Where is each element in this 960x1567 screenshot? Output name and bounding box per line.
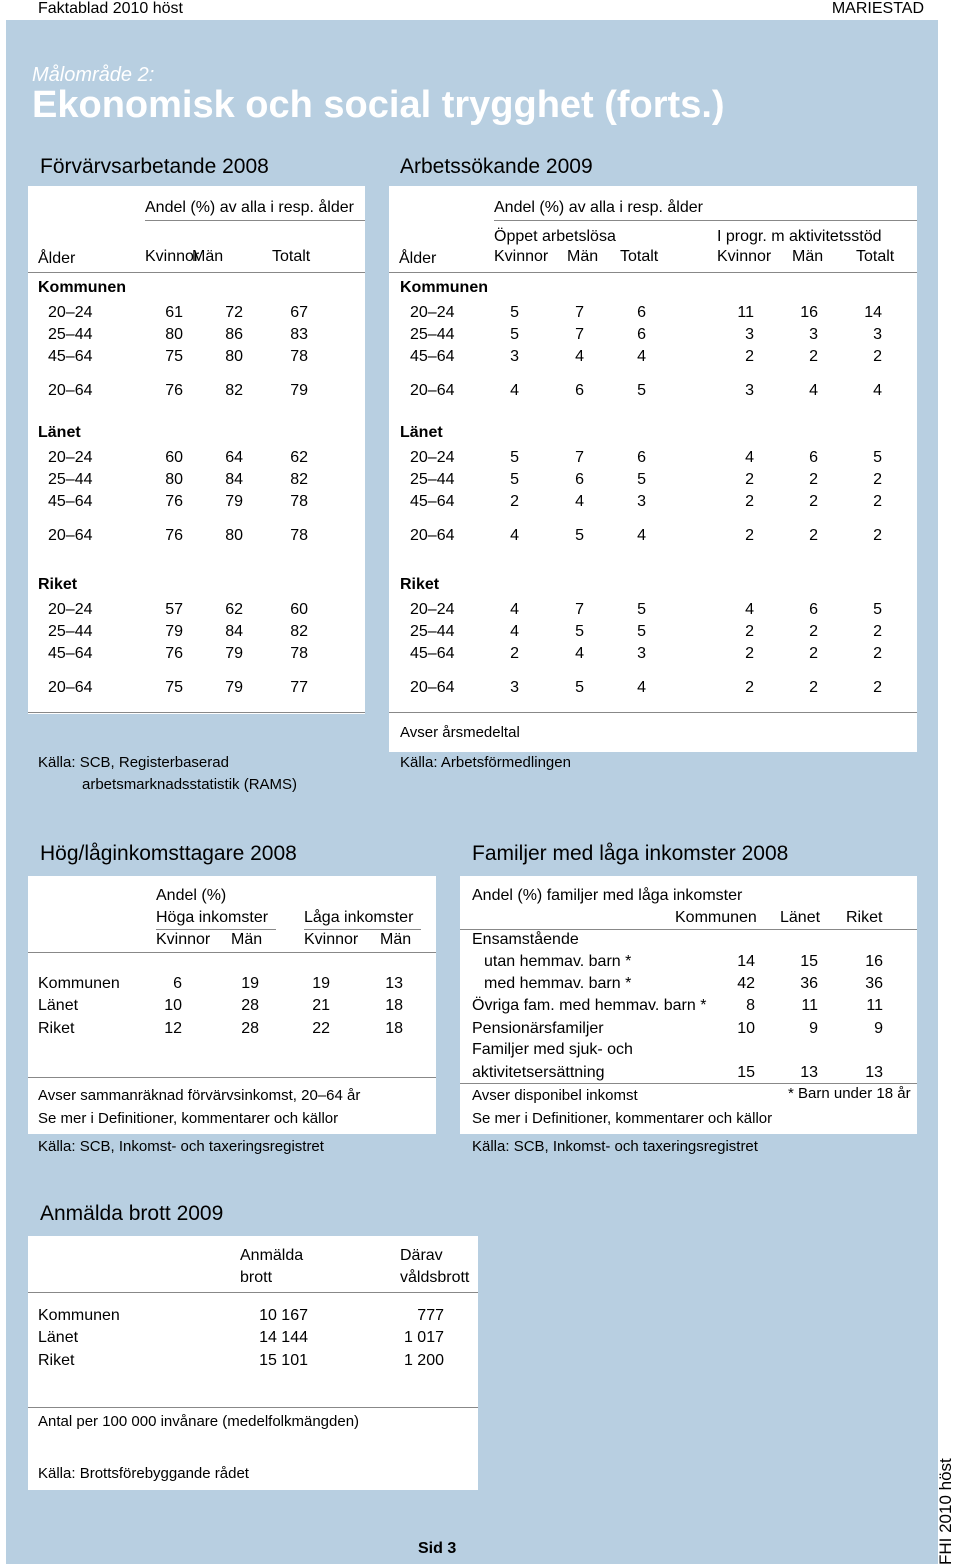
jobseekers-value: 5	[637, 471, 646, 488]
jobseekers-value: 6	[809, 449, 818, 466]
employed-col-header: Totalt	[272, 248, 311, 265]
jobseekers-age: 25–44	[410, 623, 455, 640]
jobseekers-table	[389, 186, 917, 752]
employed-table	[28, 186, 365, 714]
employed-total-value: 77	[290, 679, 308, 696]
families-col-header: Kommunen	[675, 909, 757, 926]
jobseekers-value: 5	[873, 449, 882, 466]
header-municipality: MARIESTAD	[831, 0, 924, 17]
jobseekers-age-total: 20–64	[410, 679, 455, 696]
employed-subhead-rule	[145, 220, 365, 221]
jobseekers-total-value: 2	[809, 527, 818, 544]
employed-value: 62	[225, 601, 243, 618]
income-value: 22	[312, 1020, 330, 1037]
employed-age: 20–24	[48, 449, 93, 466]
employed-value: 61	[165, 304, 183, 321]
jobseekers-value: 11	[737, 304, 754, 321]
employed-value: 80	[165, 326, 183, 343]
employed-total-value: 79	[290, 382, 308, 399]
jobseekers-value: 2	[873, 493, 882, 510]
jobseekers-value: 3	[637, 493, 646, 510]
income-value: 19	[312, 975, 330, 992]
jobseekers-value: 6	[637, 304, 646, 321]
employed-title: Förvärvsarbetande 2008	[40, 155, 269, 178]
jobseekers-value: 2	[873, 348, 882, 365]
jobseekers-value: 2	[809, 645, 818, 662]
program-group-label: I progr. m aktivitetsstöd	[717, 228, 882, 245]
families-source: Källa: SCB, Inkomst- och taxeringsregistret	[472, 1138, 758, 1155]
employed-value: 82	[290, 471, 308, 488]
income-col-header: Män	[231, 931, 263, 948]
income-value: 18	[385, 1020, 403, 1037]
jobseekers-total-value: 2	[809, 679, 818, 696]
income-value: 19	[241, 975, 259, 992]
jobseekers-total-value: 4	[637, 679, 646, 696]
jobseekers-value: 5	[575, 623, 584, 640]
jobseekers-value: 3	[809, 326, 818, 343]
employed-age: 45–64	[48, 348, 93, 365]
jobseekers-value: 2	[745, 471, 754, 488]
employed-age: 20–24	[48, 601, 93, 618]
crime-row-label: Riket	[38, 1352, 75, 1369]
jobseekers-value: 5	[510, 304, 519, 321]
crime-value: 777	[417, 1307, 444, 1324]
jobseekers-value: 6	[637, 449, 646, 466]
jobseekers-value: 5	[873, 601, 882, 618]
employed-total-value: 80	[225, 527, 243, 544]
jobseekers-value: 6	[809, 601, 818, 618]
employed-age: 45–64	[48, 493, 93, 510]
employed-value: 78	[290, 348, 308, 365]
jobseekers-value: 3	[745, 326, 754, 343]
families-footnote: * Barn under 18 år	[788, 1085, 911, 1102]
families-value: 36	[800, 975, 818, 992]
jobseekers-total-value: 6	[575, 382, 584, 399]
families-value: 10	[737, 1020, 755, 1037]
header-left: Faktablad 2010 höst	[38, 0, 183, 17]
families-value: 13	[865, 1064, 883, 1081]
employed-group-label: Länet	[38, 424, 81, 441]
employed-age: 20–24	[48, 304, 93, 321]
jobseekers-total-value: 2	[873, 527, 882, 544]
jobseekers-total-value: 5	[637, 382, 646, 399]
families-row-label: Familjer med sjuk- och	[472, 1041, 633, 1058]
jobseekers-total-value: 4	[873, 382, 882, 399]
jobseekers-age: 20–24	[410, 304, 455, 321]
families-subhead: Andel (%) familjer med låga inkomster	[472, 887, 743, 904]
jobseekers-group-label: Länet	[400, 424, 443, 441]
jobseekers-value: 2	[809, 348, 818, 365]
employed-total-value: 79	[225, 679, 243, 696]
jobseekers-note: Avser årsmedeltal	[400, 724, 520, 741]
jobseekers-value: 2	[809, 623, 818, 640]
jobseekers-col-header: Kvinnor	[717, 248, 772, 265]
unemployed-group-label: Öppet arbetslösa	[494, 228, 616, 245]
employed-total-value: 76	[165, 527, 183, 544]
employed-value: 72	[225, 304, 243, 321]
families-value: 14	[737, 953, 755, 970]
jobseekers-col-header: Män	[567, 248, 599, 265]
jobseekers-header-rule	[389, 272, 917, 273]
jobseekers-value: 3	[637, 645, 646, 662]
families-value: 11	[866, 997, 883, 1014]
employed-subhead: Andel (%) av alla i resp. ålder	[145, 199, 354, 216]
crime-col-header: brott	[240, 1269, 273, 1286]
families-value: 13	[800, 1064, 818, 1081]
jobseekers-age-header: Ålder	[399, 250, 437, 267]
families-col-header: Riket	[846, 909, 883, 926]
jobseekers-group-label: Riket	[400, 576, 440, 593]
families-note: Avser disponibel inkomst	[472, 1087, 638, 1104]
jobseekers-total-value: 4	[510, 382, 519, 399]
employed-group-label: Kommunen	[38, 279, 126, 296]
jobseekers-value: 5	[510, 326, 519, 343]
employed-value: 80	[225, 348, 243, 365]
employed-total-value: 82	[225, 382, 243, 399]
jobseekers-value: 7	[575, 601, 584, 618]
crime-value: 15 101	[259, 1352, 308, 1369]
jobseekers-total-value: 4	[510, 527, 519, 544]
income-row-label: Kommunen	[38, 975, 120, 992]
families-col-header: Länet	[780, 909, 821, 926]
employed-age-total: 20–64	[48, 382, 93, 399]
income-row-label: Länet	[38, 997, 79, 1014]
families-value: 11	[801, 997, 818, 1014]
jobseekers-value: 2	[873, 645, 882, 662]
jobseekers-age: 20–24	[410, 601, 455, 618]
page-title: Ekonomisk och social trygghet (forts.)	[32, 84, 725, 126]
families-row-label: utan hemmav. barn *	[484, 953, 632, 970]
jobseekers-col-header: Totalt	[620, 248, 659, 265]
jobseekers-value: 4	[745, 449, 754, 466]
income-value: 12	[164, 1020, 182, 1037]
jobseekers-age: 45–64	[410, 645, 455, 662]
income-col-header: Män	[380, 931, 412, 948]
income-value: 28	[241, 997, 259, 1014]
jobseekers-value: 4	[575, 493, 584, 510]
crime-title: Anmälda brott 2009	[40, 1202, 224, 1225]
jobseekers-group-label: Kommunen	[400, 279, 488, 296]
income-note: Avser sammanräknad förvärvsinkomst, 20–64 år	[38, 1087, 361, 1104]
jobseekers-bottom-rule	[389, 712, 917, 713]
families-value: 42	[737, 975, 755, 992]
families-table	[460, 876, 917, 1134]
crime-col-header: Anmälda	[240, 1247, 304, 1264]
employed-total-value: 76	[165, 382, 183, 399]
employed-value: 62	[290, 449, 308, 466]
jobseekers-col-header: Totalt	[856, 248, 895, 265]
jobseekers-age: 25–44	[410, 326, 455, 343]
employed-value: 60	[165, 449, 183, 466]
jobseekers-value: 3	[510, 348, 519, 365]
jobseekers-subhead: Andel (%) av alla i resp. ålder	[494, 199, 703, 216]
income-value: 21	[312, 997, 330, 1014]
income-value: 10	[164, 997, 182, 1014]
employed-source-2: arbetsmarknadsstatistik (RAMS)	[82, 776, 298, 793]
crime-note: Antal per 100 000 invånare (medelfolkmängden)	[38, 1413, 360, 1430]
jobseekers-value: 6	[575, 471, 584, 488]
jobseekers-age: 20–24	[410, 449, 455, 466]
families-row-label: aktivitetsersättning	[472, 1064, 605, 1081]
jobseekers-value: 14	[864, 304, 882, 321]
crime-source: Källa: Brottsförebyggande rådet	[38, 1465, 249, 1482]
employed-age-total: 20–64	[48, 527, 93, 544]
jobseekers-total-value: 3	[745, 382, 754, 399]
employed-age: 25–44	[48, 471, 93, 488]
employed-age-header: Ålder	[38, 250, 76, 267]
income-col-header: Kvinnor	[304, 931, 359, 948]
jobseekers-value: 5	[637, 601, 646, 618]
jobseekers-value: 2	[510, 493, 519, 510]
jobseekers-total-value: 4	[809, 382, 818, 399]
income-value: 28	[241, 1020, 259, 1037]
crime-header-rule	[28, 1292, 478, 1293]
crime-value: 14 144	[259, 1329, 308, 1346]
goal-label: Målområde 2:	[32, 64, 155, 86]
crime-value: 1 017	[403, 1329, 444, 1346]
jobseekers-col-header: Män	[792, 248, 824, 265]
jobseekers-value: 2	[745, 623, 754, 640]
income-col-header: Kvinnor	[156, 931, 211, 948]
jobseekers-total-value: 3	[510, 679, 519, 696]
crime-col-header: Därav	[400, 1247, 443, 1264]
families-title: Familjer med låga inkomster 2008	[472, 842, 789, 865]
employed-value: 84	[225, 623, 243, 640]
jobseekers-total-value: 2	[873, 679, 882, 696]
employed-header-rule	[28, 272, 365, 273]
jobseekers-value: 5	[510, 449, 519, 466]
income-note-rule	[28, 1077, 436, 1078]
income-definitions-note: Se mer i Definitioner, kommentarer och källor	[38, 1110, 339, 1127]
jobseekers-value: 5	[510, 471, 519, 488]
jobseekers-total-value: 5	[575, 679, 584, 696]
families-value: 8	[746, 997, 755, 1014]
jobseekers-value: 4	[510, 623, 519, 640]
employed-source-1: Källa: SCB, Registerbaserad	[38, 754, 229, 771]
jobseekers-value: 7	[575, 449, 584, 466]
page-number: Sid 3	[418, 1540, 457, 1557]
families-value: 9	[809, 1020, 818, 1037]
jobseekers-age: 45–64	[410, 348, 455, 365]
low-income-label: Låga inkomster	[304, 909, 414, 926]
employed-value: 78	[290, 493, 308, 510]
employed-age: 25–44	[48, 623, 93, 640]
families-value: 15	[800, 953, 818, 970]
jobseekers-title: Arbetssökande 2009	[400, 155, 593, 178]
jobseekers-total-value: 4	[637, 527, 646, 544]
employed-value: 64	[225, 449, 243, 466]
families-value: 15	[737, 1064, 755, 1081]
crime-table	[28, 1236, 478, 1490]
employed-value: 83	[290, 326, 308, 343]
crime-row-label: Kommunen	[38, 1307, 120, 1324]
jobseekers-value: 7	[575, 326, 584, 343]
jobseekers-total-value: 2	[745, 527, 754, 544]
employed-value: 84	[225, 471, 243, 488]
income-row-label: Riket	[38, 1020, 75, 1037]
employed-bottom-rule	[28, 712, 365, 713]
employed-value: 75	[165, 348, 183, 365]
jobseekers-value: 6	[637, 326, 646, 343]
jobseekers-source: Källa: Arbetsförmedlingen	[400, 754, 571, 771]
families-definitions-note: Se mer i Definitioner, kommentarer och källor	[472, 1110, 773, 1127]
employed-age-total: 20–64	[48, 679, 93, 696]
jobseekers-value: 5	[637, 623, 646, 640]
employed-value: 82	[290, 623, 308, 640]
income-title: Hög/låginkomsttagare 2008	[40, 842, 297, 865]
jobseekers-value: 3	[873, 326, 882, 343]
families-row-label: Övriga fam. med hemmav. barn *	[472, 997, 707, 1014]
employed-total-value: 78	[290, 527, 308, 544]
jobseekers-subhead-rule	[494, 220, 917, 221]
employed-col-header: Kvinnor	[145, 248, 200, 265]
jobseekers-total-value: 5	[575, 527, 584, 544]
employed-value: 79	[225, 493, 243, 510]
jobseekers-value: 2	[510, 645, 519, 662]
families-single-label: Ensamstående	[472, 931, 579, 948]
side-label: FHI 2010 höst	[936, 1458, 955, 1565]
jobseekers-value: 2	[745, 645, 754, 662]
employed-total-value: 75	[165, 679, 183, 696]
families-row-label: med hemmav. barn *	[484, 975, 632, 992]
crime-note-rule	[28, 1407, 478, 1408]
employed-age: 25–44	[48, 326, 93, 343]
jobseekers-age-total: 20–64	[410, 527, 455, 544]
crime-value: 1 200	[403, 1352, 444, 1369]
employed-value: 78	[290, 645, 308, 662]
employed-value: 79	[165, 623, 183, 640]
page-header	[0, 0, 960, 20]
jobseekers-value: 16	[800, 304, 818, 321]
jobseekers-value: 4	[745, 601, 754, 618]
employed-col-header: Män	[192, 248, 224, 265]
employed-value: 60	[290, 601, 308, 618]
employed-value: 57	[165, 601, 183, 618]
employed-value: 76	[165, 493, 183, 510]
families-value: 36	[865, 975, 883, 992]
employed-value: 67	[290, 304, 308, 321]
families-row-label: Pensionärsfamiljer	[472, 1020, 604, 1037]
income-source: Källa: SCB, Inkomst- och taxeringsregistret	[38, 1138, 324, 1155]
jobseekers-value: 2	[873, 471, 882, 488]
families-value: 16	[865, 953, 883, 970]
employed-group-label: Riket	[38, 576, 78, 593]
income-subhead: Andel (%)	[156, 887, 227, 904]
jobseekers-age-total: 20–64	[410, 382, 455, 399]
jobseekers-value: 4	[575, 348, 584, 365]
income-value: 6	[173, 975, 182, 992]
employed-value: 86	[225, 326, 243, 343]
jobseekers-total-value: 2	[745, 679, 754, 696]
jobseekers-value: 2	[745, 493, 754, 510]
income-value: 18	[385, 997, 403, 1014]
jobseekers-col-header: Kvinnor	[494, 248, 549, 265]
employed-value: 79	[225, 645, 243, 662]
income-table	[28, 876, 436, 1134]
jobseekers-age: 45–64	[410, 493, 455, 510]
employed-value: 76	[165, 645, 183, 662]
jobseekers-value: 2	[745, 348, 754, 365]
crime-col-header: våldsbrott	[400, 1269, 470, 1286]
jobseekers-value: 2	[873, 623, 882, 640]
jobseekers-value: 2	[809, 471, 818, 488]
jobseekers-value: 4	[575, 645, 584, 662]
crime-row-label: Länet	[38, 1329, 79, 1346]
jobseekers-value: 4	[510, 601, 519, 618]
jobseekers-value: 4	[637, 348, 646, 365]
high-income-label: Höga inkomster	[156, 909, 269, 926]
jobseekers-age: 25–44	[410, 471, 455, 488]
jobseekers-value: 2	[809, 493, 818, 510]
jobseekers-value: 7	[575, 304, 584, 321]
income-value: 13	[385, 975, 403, 992]
employed-age: 45–64	[48, 645, 93, 662]
income-header-rule	[28, 952, 436, 953]
crime-value: 10 167	[259, 1307, 308, 1324]
families-value: 9	[874, 1020, 883, 1037]
employed-value: 80	[165, 471, 183, 488]
